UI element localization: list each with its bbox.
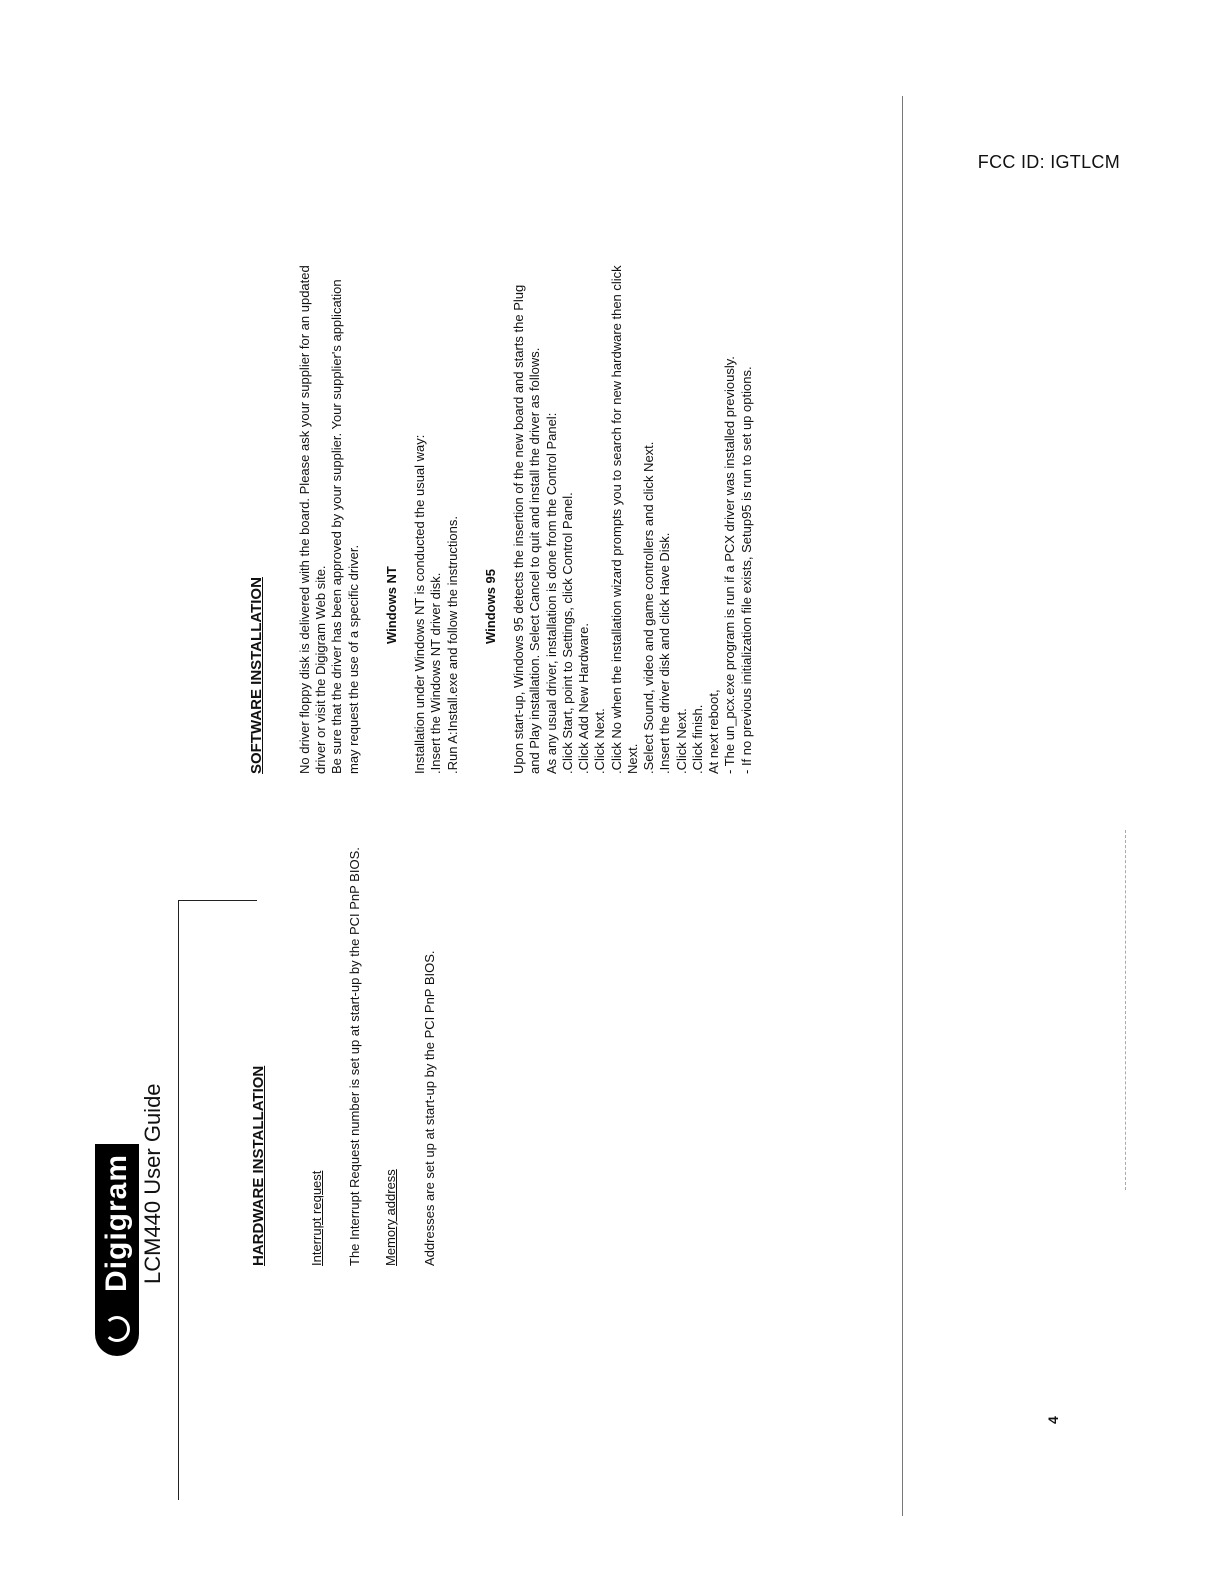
text-line: Be sure that the driver has been approved by your supplier. Your supplier's application: [329, 279, 345, 774]
text-line: and Play installation. Select Cancel to quit and install the driver as follows.: [527, 347, 543, 774]
interrupt-heading: Interrupt request: [308, 1170, 324, 1266]
fcc-id: FCC ID: IGTLCM: [977, 152, 1120, 172]
text-line: As any usual driver, installation is done from the Control Panel:: [543, 412, 559, 774]
digigram-logo: [95, 1144, 139, 1356]
software-intro: [297, 84, 362, 774]
swirl-icon: [95, 1302, 139, 1356]
text-line: .Click Add New Hardware.: [576, 623, 591, 774]
windows-95-steps: [511, 84, 755, 774]
page-number: 4: [1045, 1416, 1061, 1424]
hardware-title: HARDWARE INSTALLATION: [250, 1065, 267, 1266]
text-line: driver or visit the Digigram Web site.: [313, 565, 328, 774]
windows-nt-steps: [412, 84, 461, 774]
windows-95-heading: Windows 95: [482, 568, 498, 644]
text-line: - The un_pcx.exe program is run if a PCX driver was installed previously.: [722, 356, 738, 774]
text-line: .Click Next.: [673, 708, 689, 774]
text-line: .Click Next.: [592, 708, 608, 774]
text-line: Upon start-up, Windows 95 detects the insertion of the new board and starts the Plug: [511, 284, 526, 774]
memory-heading: Memory address: [383, 1169, 399, 1266]
interrupt-text: The Interrupt Request number is set up at start-up by the PCI PnP BIOS.: [347, 847, 362, 1266]
text-line: - If no previous initialization file exists, Setup95 is run to set up options.: [738, 366, 754, 774]
text-line: .Select Sound, video and game controllers and click Next.: [641, 441, 656, 774]
text-line: .Click No when the installation wizard prompts you to search for new hardware then click: [608, 265, 624, 774]
text-line: .Insert the Windows NT driver disk.: [428, 572, 444, 774]
text-line: At next reboot,: [706, 689, 721, 774]
text-line: .Run A:Install.exe and follow the instructions.: [444, 516, 460, 774]
windows-nt-heading: Windows NT: [383, 566, 399, 644]
text-line: No driver floppy disk is delivered with the board. Please ask your supplier for an updated: [296, 265, 312, 774]
text-line: may request the use of a specific driver.: [345, 544, 361, 774]
software-section: [248, 84, 777, 774]
software-title: SOFTWARE INSTALLATION: [248, 577, 265, 774]
text-line: Installation under Windows NT is conducted the usual way:: [412, 434, 427, 774]
text-line: .Click finish.: [689, 704, 705, 774]
logo-text: Digigram: [95, 1144, 139, 1302]
text-line: .Click Start, point to Settings, click Control Panel.: [559, 492, 575, 774]
memory-text: Addresses are set up at start-up by the PCI PnP BIOS.: [421, 950, 437, 1266]
text-line: .Insert the driver disk and click Have Disk.: [657, 532, 673, 774]
text-line: Next.: [624, 743, 640, 774]
document-title: LCM440 User Guide: [140, 1083, 165, 1284]
